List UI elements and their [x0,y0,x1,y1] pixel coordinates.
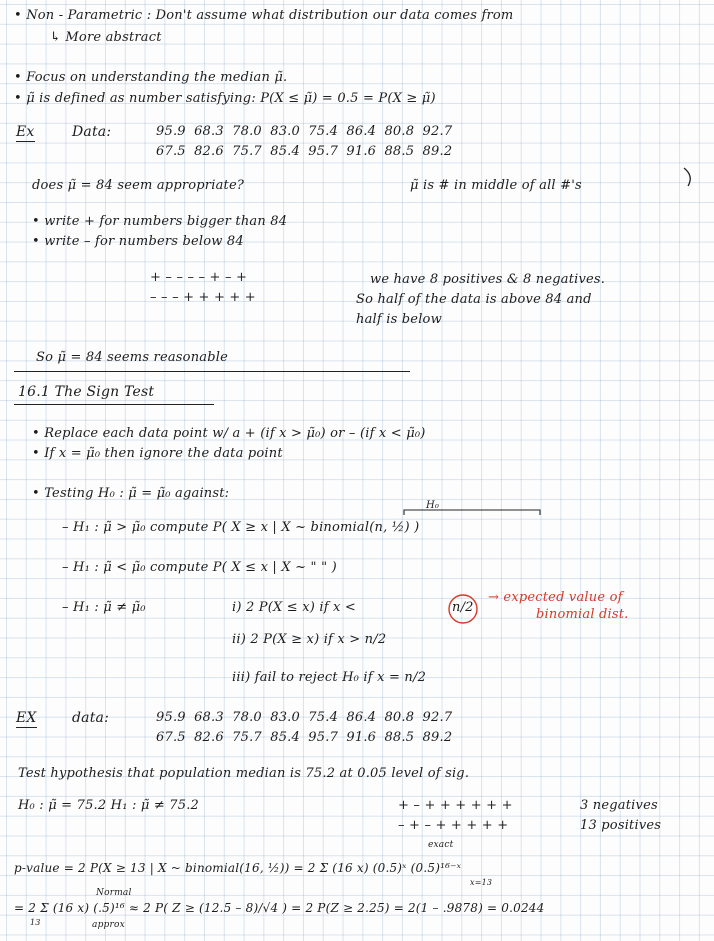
example-1-label: Ex [16,124,35,140]
note-line-case-ii: ii) 2 P(X ≥ x) if x > n/2 [232,632,387,647]
note-line-write-minus: • write – for numbers below 84 [32,234,244,249]
curved-arrow-mark [684,168,690,186]
note-line-testing-h0: • Testing H₀ : μ̃ = μ̃₀ against: [32,486,230,501]
example-2-data-row-1: 95.9 68.3 78.0 83.0 75.4 86.4 80.8 92.7 [156,710,453,725]
signs-2-row-1: + – + + + + + + [398,798,513,813]
signs-2-row-2: – + – + + + + + [398,818,509,833]
note-line-p-value: p-value = 2 P(X ≥ 13 | X ~ binomial(16, ½)) = 2 Σ (16 x) (0.5)ˣ (0.5)¹⁶⁻ˣ [14,861,462,875]
example-1-data-label: Data: [72,124,112,140]
note-line-median-question: does μ̃ = 84 seem appropriate? [32,178,245,193]
note-line-median-reasonable: So μ̃ = 84 seems reasonable [36,350,228,365]
signs-1-note-3: half is below [356,312,442,327]
note-line-test-hypothesis: Test hypothesis that population median is 75.2 at 0.05 level of sig. [18,766,470,781]
note-line-replace-data: • Replace each data point w/ a + (if x > μ̃₀) or – (if x < μ̃₀) [32,426,426,441]
note-line-h1-greater: – H₁ : μ̃ > μ̃₀ compute P( X ≥ x | X ~ binomial(n, ½) ) [62,520,420,535]
count-positives: 13 positives [580,818,662,833]
example-2-data-label: data: [72,710,109,726]
exact-annotation: exact [428,840,454,850]
annotation-expected-value: → expected value of [488,590,623,605]
note-line-case-iii: iii) fail to reject H₀ if x = n/2 [232,670,427,685]
example-1-data-row-2: 67.5 82.6 75.7 85.4 95.7 91.6 88.5 89.2 [156,144,453,159]
signs-1-row-1: + – – – – + – + [150,270,248,285]
section-divider-top [14,371,410,372]
note-line-case-i: i) 2 P(X ≤ x) if x < [232,600,356,615]
note-line-median-definition: • μ̃ is defined as number satisfying: P(X ≤ μ̃) = 0.5 = P(X ≥ μ̃) [14,91,436,106]
note-line-write-plus: • write + for numbers bigger than 84 [32,214,288,229]
example-2-data-row-2: 67.5 82.6 75.7 85.4 95.7 91.6 88.5 89.2 [156,730,453,745]
example-2-label: EX [16,710,37,726]
note-line-hypotheses: H₀ : μ̃ = 75.2 H₁ : μ̃ ≠ 75.2 [18,798,200,813]
note-line-normal-approx: = 2 Σ (16 x) (.5)¹⁶ ≈ 2 P( Z ≥ (12.5 – 8)/√4 ) = 2 P(Z ≥ 2.25) = 2(1 – .9878) = 0.0244 [14,901,545,915]
note-line-middle-of-all: μ̃ is # in middle of all #'s [410,178,582,193]
signs-1-row-2: – – – + + + + + [150,290,256,305]
h0-overbrace [404,510,540,515]
note-line-h1-not-equal: – H₁ : μ̃ ≠ μ̃₀ [62,600,146,615]
signs-1-note-2: So half of the data is above 84 and [356,292,592,307]
signs-1-note-1: we have 8 positives & 8 negatives. [370,272,606,287]
sum-index-approx: 13 [30,918,41,927]
count-negatives: 3 negatives [580,798,658,813]
h0-small-annotation: H₀ [426,500,440,511]
normal-annotation: Normal [96,888,132,898]
section-title-sign-test: 16.1 The Sign Test [18,384,155,400]
section-title-underline [14,404,214,405]
note-line-h1-less: – H₁ : μ̃ < μ̃₀ compute P( X ≤ x | X ~ " " ) [62,560,337,575]
note-line-ignore-equal: • If x = μ̃₀ then ignore the data point [32,446,283,461]
note-line-more-abstract: ↳ More abstract [50,30,162,45]
approx-annotation: approx [92,920,125,930]
note-line-focus-median: • Focus on understanding the median μ̃. [14,70,288,85]
n-over-2-circled: n/2 [452,600,474,615]
example-1-data-row-1: 95.9 68.3 78.0 83.0 75.4 86.4 80.8 92.7 [156,124,453,139]
annotation-binomial-dist: binomial dist. [536,607,629,622]
sum-index-exact: x=13 [470,878,493,887]
note-line-nonparametric: • Non - Parametric : Don't assume what distribution our data comes from [14,8,514,23]
